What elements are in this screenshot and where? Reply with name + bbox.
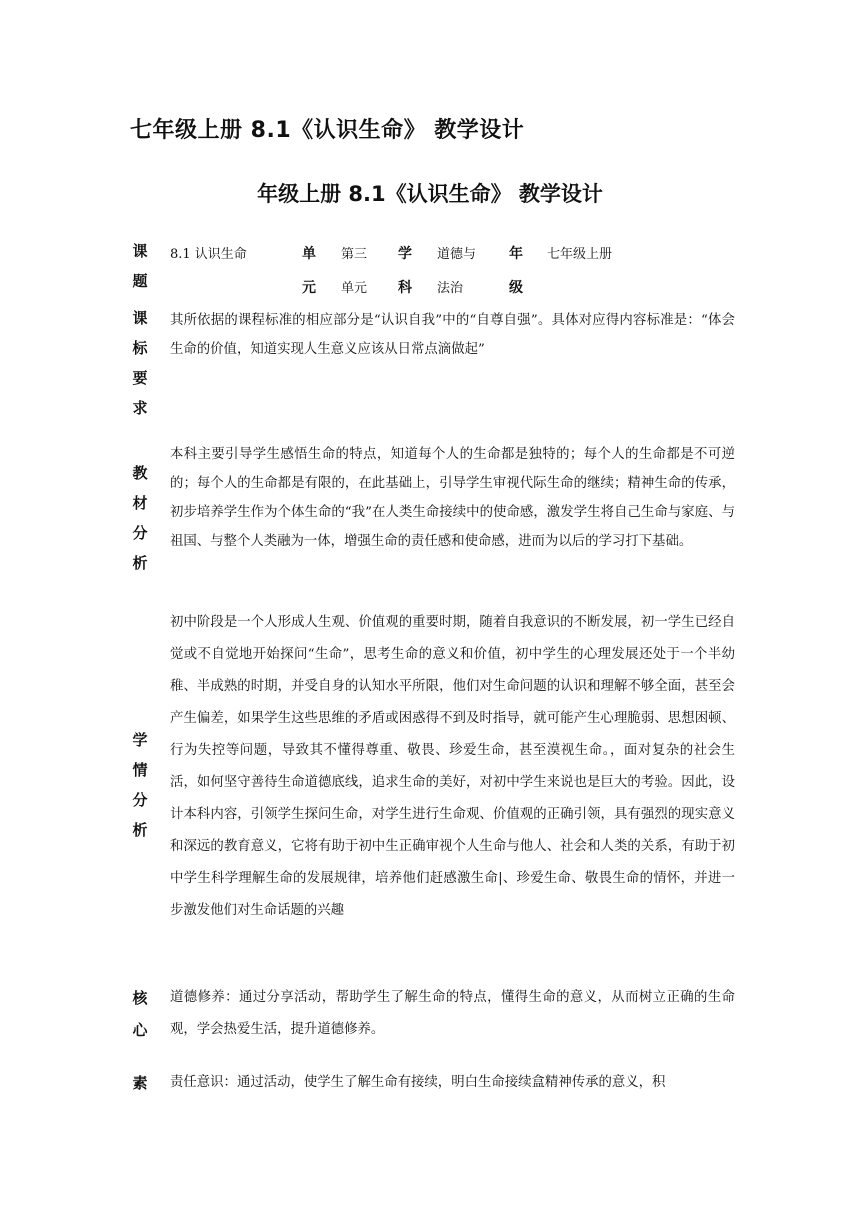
label-requirements: 课 标 要 求 <box>132 309 148 417</box>
document-title: 七年级上册 8.1《认识生命》 教学设计 <box>130 118 525 143</box>
document-subtitle: 年级上册 8.1《认识生命》 教学设计 <box>257 182 603 206</box>
label-textbook-analysis: 教 材 分 析 <box>132 464 148 572</box>
literacy-text: 责任意识：通过活动，使学生了解生命有接续，明白生命接续盒精神传承的意义，积 <box>170 1075 666 1090</box>
subject-value-2: 法治 <box>437 281 464 296</box>
label-unit-1: 单 <box>302 246 316 262</box>
core-text: 道德修养：通过分享活动，帮助学生了解生命的特点，懂得生命的意义，从而树立正确的生命观，学会热爱生活，提升道德修养。 <box>170 990 735 1037</box>
topic-value: 8.1 认识生命 <box>170 247 247 262</box>
subject-value-1: 道德与 <box>437 247 477 262</box>
label-student-analysis: 学 情 分 析 <box>132 731 148 839</box>
label-unit-2: 元 <box>302 280 316 296</box>
student-analysis-text: 初中阶段是一个人形成人生观、价值观的重要时期，随着自我意识的不断发展，初一学生已经自觉或不自觉地开始探问“生命”，思考生命的意义和价值，初中学生的心理发展还处于一个半幼稚、半成熟的时期，并受自身的认知水平所限，他们对生命问题的认识和理解不够全面，甚至会产生偏差，如果学生这些思维的矛盾或困惑得不到及时指导，就可能产生心理脆弱、思想困顿、行为失控等问题，导致其不懂得尊重、敬畏、珍爱生命，甚至漠视生命。，面对复杂的社会生活，如何坚守善待生命道德底线，追求生命的美好，对初中学生来说也是巨大的考验。因此，设计本科内容，引领学生探问生命，对学生进行生命观、价值观的正确引领，具有强烈的现实意义和深远的教育意义，它将有助于初中生正确审视个人生命与他人、社会和人类的关系，有助于初中学生科学理解生命的发展规律，培养他们赶感激生命|、珍爱生命、敬畏生命的情怀，并进一步激发他们对生命话题的兴趣 <box>170 615 735 918</box>
unit-value-2: 单元 <box>341 281 368 296</box>
label-grade-2: 级 <box>509 280 523 296</box>
label-grade-1: 年 <box>509 246 523 262</box>
requirements-text: 其所依据的课程标准的相应部分是“认识自我”中的“自尊自强”。具体对应得内容标准是：“体会生命的价值，知道实现人生意义应该从日常点滴做起” <box>170 313 735 357</box>
textbook-analysis-text: 本科主要引导学生感悟生命的特点，知道每个人的生命都是独特的；每个人的生命都是不可逆的；每个人的生命都是有限的，在此基础上，引导学生审视代际生命的继续；精神生命的传承，初步培养学生作为个体生命的“我”在人类生命接续中的使命感，激发学生将自己生命与家庭、与祖国、与整个人类融为一体，增强生命的责任感和使命感，进而为以后的学习打下基础。 <box>170 447 735 549</box>
label-subject-1: 学 <box>398 246 412 262</box>
label-core: 核 心 <box>132 989 148 1039</box>
label-literacy: 素 <box>132 1074 148 1092</box>
grade-value: 七年级上册 <box>547 247 613 262</box>
label-subject-2: 科 <box>398 280 412 296</box>
label-topic: 课 题 <box>132 242 148 290</box>
unit-value-1: 第三 <box>341 247 368 262</box>
